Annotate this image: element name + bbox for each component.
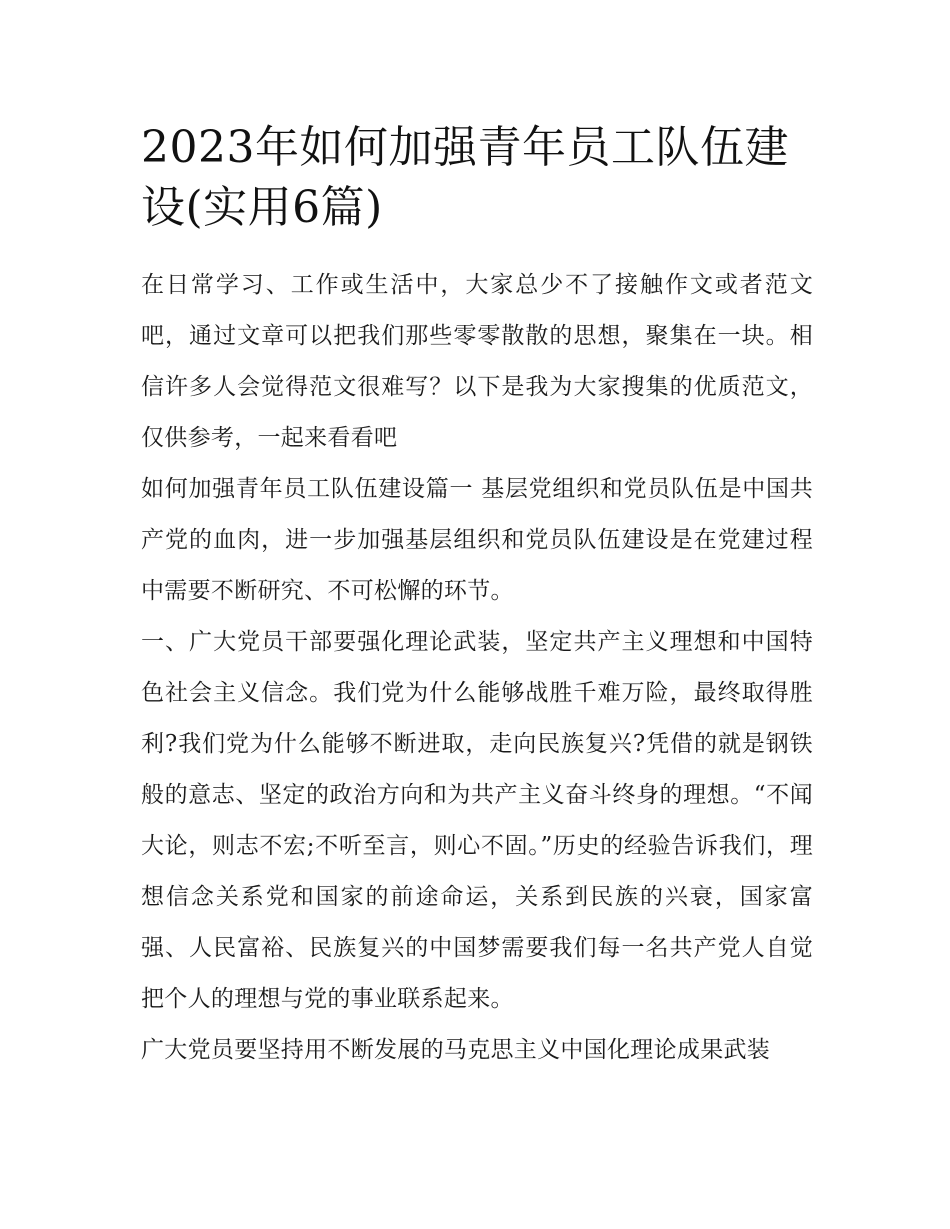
paragraph-intro: 在日常学习、工作或生活中，大家总少不了接触作文或者范文吧，通过文章可以把我们那些零零散散的思想，聚集在一块。相信许多人会觉得范文很难写？以下是我为大家搜集的优质范文，仅供参考，一起来看看吧 — [141, 272, 813, 451]
paragraph-continuation: 广大党员要坚持用不断发展的马克思主义中国化理论成果武装 — [141, 1037, 771, 1063]
paragraph-section-one: 如何加强青年员工队伍建设篇一 基层党组织和党员队伍是中国共产党的血肉，进一步加强基层组织和党员队伍建设是在党建过程中需要不断研究、不可松懈的环节。 — [141, 476, 813, 604]
document-title: 2023年如何加强青年员工队伍建设(实用6篇) — [141, 122, 789, 233]
document-body — [141, 118, 813, 1076]
paragraph-point-one: 一、广大党员干部要强化理论武装，坚定共产主义理想和中国特色社会主义信念。我们党为什么能够战胜千难万险，最终取得胜利?我们党为什么能够不断进取，走向民族复兴?凭借的就是钢铁般的意志、坚定的政治方向和为共产主义奋斗终身的理想。“不闻大论，则志不宏;不听至言，则心不固。”历史的经验告诉我们，理想信念关系党和国家的前途命运，关系到民族的兴衰，国家富强、人民富裕、民族复兴的中国梦需要我们每一名共产党人自觉把个人的理想与党的事业联系起来。 — [141, 629, 813, 1012]
